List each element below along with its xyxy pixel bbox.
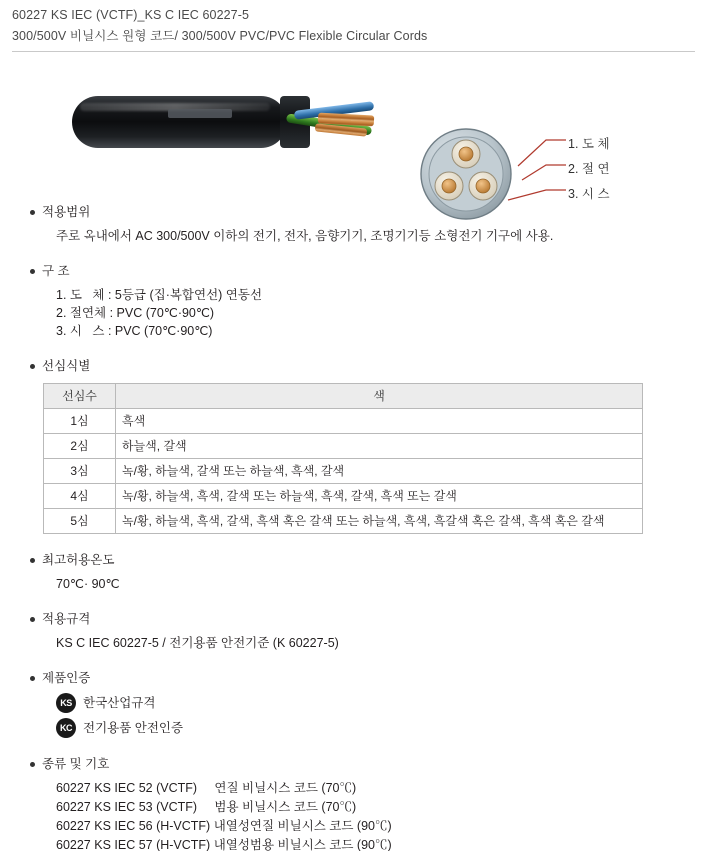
section-standard-title: 적용규격 bbox=[42, 612, 91, 626]
section-max-temperature-heading bbox=[16, 552, 691, 569]
bullet-icon bbox=[30, 762, 35, 767]
section-types-heading bbox=[16, 756, 691, 773]
section-scope-title: 적용범위 bbox=[42, 205, 91, 219]
section-types-title: 종류 및 기호 bbox=[42, 757, 110, 771]
certification-label: 한국산업규격 bbox=[83, 696, 156, 710]
section-core-identification bbox=[16, 358, 691, 534]
document-body bbox=[0, 204, 707, 851]
callout-leaders bbox=[500, 126, 700, 226]
table-cell-colors: 하늘색, 갈색 bbox=[116, 434, 643, 459]
table-cell-core-count: 5심 bbox=[44, 509, 116, 534]
cable-logo bbox=[168, 109, 232, 118]
certification-item bbox=[56, 693, 691, 713]
table-cell-core-count: 4심 bbox=[44, 484, 116, 509]
section-core-identification-heading bbox=[16, 358, 691, 375]
section-certification-body bbox=[56, 693, 691, 738]
bullet-icon bbox=[30, 269, 35, 274]
section-standard bbox=[16, 611, 691, 652]
ks-safety-mark-icon: KC bbox=[56, 718, 76, 738]
table-cell-core-count: 3심 bbox=[44, 459, 116, 484]
document-header bbox=[0, 0, 707, 52]
bullet-icon bbox=[30, 676, 35, 681]
section-core-identification-title: 선심식별 bbox=[42, 359, 91, 373]
type-line: 60227 KS IEC 53 (VCTF) 범용 비닐시스 코드 (70℃) bbox=[56, 800, 357, 814]
type-line: 60227 KS IEC 52 (VCTF) 연질 비닐시스 코드 (70℃) bbox=[56, 781, 357, 795]
section-certification-title: 제품인증 bbox=[42, 671, 91, 685]
cable-sheath bbox=[72, 96, 287, 148]
table-cell-colors: 녹/황, 하늘색, 흑색, 갈색 또는 하늘색, 흑색, 갈색, 흑색 또는 갈색 bbox=[116, 484, 643, 509]
section-construction-body bbox=[56, 286, 691, 340]
table-header-cell: 선심수 bbox=[44, 384, 116, 409]
table-row bbox=[44, 409, 643, 434]
table-cell-colors: 녹/황, 하늘색, 흑색, 갈색, 흑색 혹은 갈색 또는 하늘색, 흑색, 흑갈색 혹은 갈색, 흑색 혹은 갈색 bbox=[116, 509, 643, 534]
section-max-temperature bbox=[16, 552, 691, 593]
bullet-icon bbox=[30, 210, 35, 215]
section-standard-body: KS C IEC 60227-5 / 전기용품 안전기준 (K 60227-5) bbox=[56, 636, 339, 650]
section-scope-body: 주로 옥내에서 AC 300/500V 이하의 전기, 전자, 음향기기, 조명기기등 소형전기 기구에 사용. bbox=[56, 229, 554, 243]
ks-mark-icon: KS bbox=[56, 693, 76, 713]
callout-label-conductor: 1. 도 체 bbox=[568, 137, 610, 151]
table-cell-colors: 녹/황, 하늘색, 갈색 또는 하늘색, 흑색, 갈색 bbox=[116, 459, 643, 484]
certification-item bbox=[56, 718, 691, 738]
section-construction-title: 구 조 bbox=[42, 264, 70, 278]
table-header-cell: 색 bbox=[116, 384, 643, 409]
section-types-body bbox=[56, 779, 691, 851]
table-cell-colors: 흑색 bbox=[116, 409, 643, 434]
table-row bbox=[44, 509, 643, 534]
table-cell-core-count: 1심 bbox=[44, 409, 116, 434]
section-max-temperature-title: 최고허용온도 bbox=[42, 553, 115, 567]
table-row bbox=[44, 459, 643, 484]
section-types bbox=[16, 756, 691, 851]
header-divider bbox=[12, 51, 695, 52]
table-cell-core-count: 2심 bbox=[44, 434, 116, 459]
construction-line: 3. 시 스 : PVC (70℃·90℃) bbox=[56, 324, 213, 338]
type-line: 60227 KS IEC 56 (H-VCTF) 내열성연질 비닐시스 코드 (90℃) bbox=[56, 819, 392, 833]
bullet-icon bbox=[30, 617, 35, 622]
construction-line: 1. 도 체 : 5등급 (집·복합연선) 연동선 bbox=[56, 288, 263, 302]
page-title-en: 60227 KS IEC (VCTF)_KS C IEC 60227-5 bbox=[12, 8, 250, 22]
certification-label: 전기용품 안전인증 bbox=[83, 721, 184, 735]
section-certification-heading bbox=[16, 670, 691, 687]
section-max-temperature-body: 70℃· 90℃ bbox=[56, 577, 120, 591]
section-construction-heading bbox=[16, 263, 691, 280]
construction-line: 2. 절연체 : PVC (70℃·90℃) bbox=[56, 306, 215, 320]
product-figure bbox=[0, 54, 707, 201]
callout-label-insulation: 2. 절 연 bbox=[568, 162, 610, 176]
core-identification-table bbox=[43, 383, 643, 534]
section-certification bbox=[16, 670, 691, 738]
section-construction bbox=[16, 263, 691, 340]
core-identification-table-wrap bbox=[43, 383, 691, 534]
section-standard-heading bbox=[16, 611, 691, 628]
page-title-kr: 300/500V 비닐시스 원형 코드/ 300/500V PVC/PVC Flexible Circular Cords bbox=[12, 29, 428, 43]
bullet-icon bbox=[30, 558, 35, 563]
table-header-row bbox=[44, 384, 643, 409]
bullet-icon bbox=[30, 364, 35, 369]
type-line: 60227 KS IEC 57 (H-VCTF) 내열성범용 비닐시스 코드 (90℃) bbox=[56, 838, 392, 851]
cable-photo bbox=[72, 82, 372, 162]
table-row bbox=[44, 484, 643, 509]
table-row bbox=[44, 434, 643, 459]
callout-label-sheath: 3. 시 스 bbox=[568, 187, 610, 201]
